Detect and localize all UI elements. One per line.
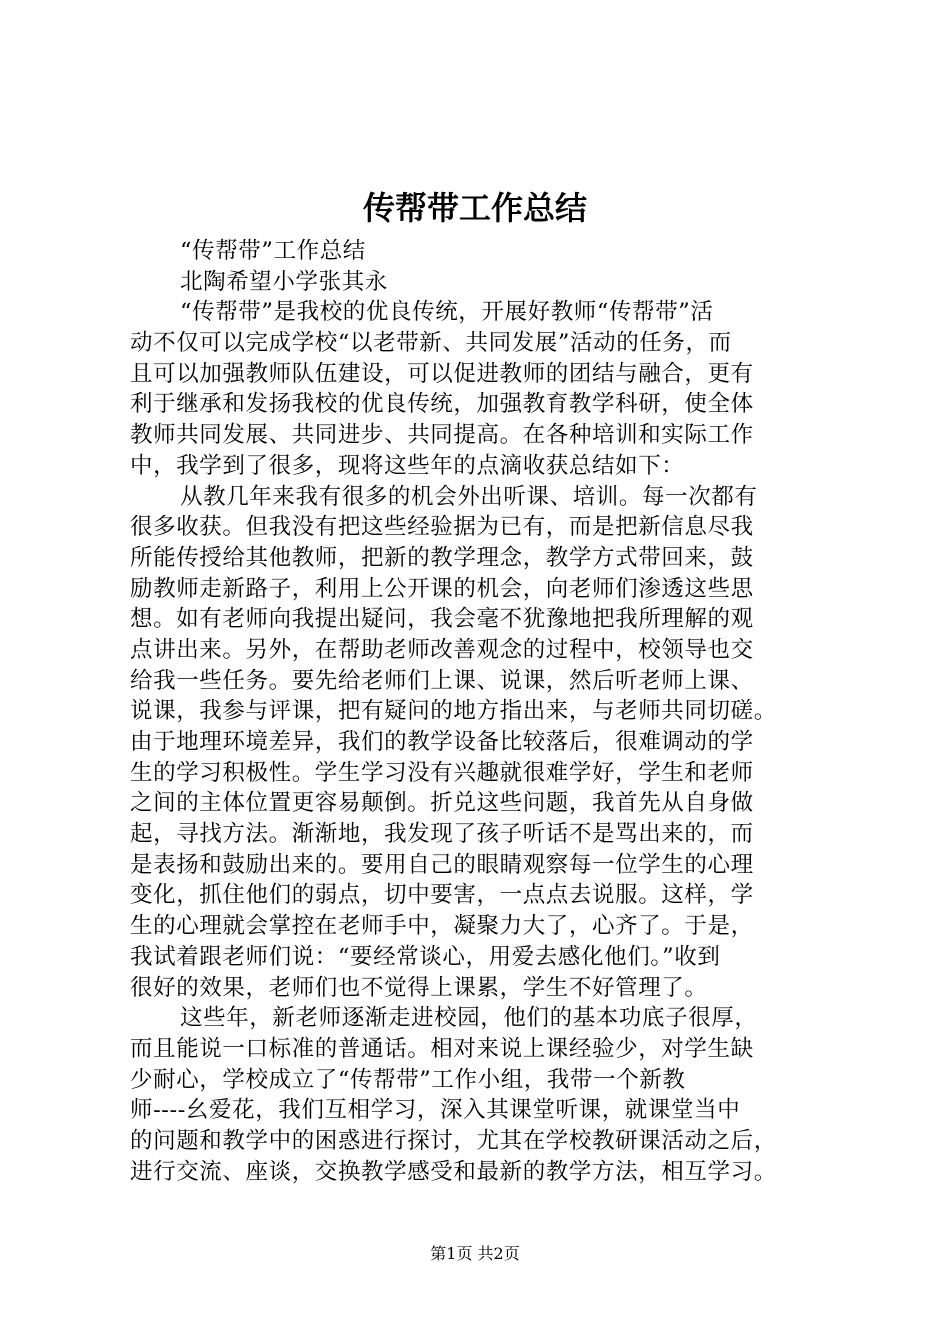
text-line: 师----幺爱花，我们互相学习，深入其课堂听课，就课堂当中 xyxy=(130,1097,741,1124)
document-body xyxy=(130,236,832,1187)
page-footer: 第1页 共2页 xyxy=(430,1244,520,1263)
text-line: 很多收获。但我没有把这些经验据为已有，而是把新信息尽我 xyxy=(130,514,754,541)
text-line: 中，我学到了很多，现将这些年的点滴收获总结如下： xyxy=(130,452,685,479)
text-line: 想。如有老师向我提出疑问，我会毫不犹豫地把我所理解的观 xyxy=(130,606,754,633)
text-line: 少耐心，学校成立了“传帮带”工作小组，我带一个新教 xyxy=(130,1066,686,1093)
text-line: “传帮带”工作总结 xyxy=(180,238,366,264)
text-line: 我试着跟老师们说：“要经常谈心，用爱去感化他们。”收到 xyxy=(130,943,721,970)
text-line: 是表扬和鼓励出来的。要用自己的眼睛观察每一位学生的心理 xyxy=(130,851,754,878)
text-line: “传帮带”是我校的优良传统，开展好教师“传帮带”活 xyxy=(180,299,714,326)
text-line: 动不仅可以完成学校“以老带新、共同发展”活动的任务，而 xyxy=(130,330,732,357)
text-line: 这些年，新老师逐渐走进校园，他们的基本功底子很厚， xyxy=(180,1005,758,1032)
text-line: 起，寻找方法。渐渐地，我发现了孩子听话不是骂出来的，而 xyxy=(130,821,754,848)
document-title: 传帮带工作总结 xyxy=(362,189,587,227)
text-line: 利于继承和发扬我校的优良传统，加强教育教学科研，使全体 xyxy=(130,391,754,418)
text-line: 很好的效果，老师们也不觉得上课累，学生不好管理了。 xyxy=(130,974,708,1001)
text-line: 励教师走新路子，利用上公开课的机会，向老师们渗透这些思 xyxy=(130,575,754,602)
text-line: 且可以加强教师队伍建设，可以促进教师的团结与融合，更有 xyxy=(130,360,754,387)
text-line: 变化，抓住他们的弱点，切中要害，一点点去说服。这样，学 xyxy=(130,882,754,909)
text-line: 生的心理就会掌控在老师手中，凝聚力大了，心齐了。于是， xyxy=(130,913,754,940)
text-line: 生的学习积极性。学生学习没有兴趣就很难学好，学生和老师 xyxy=(130,759,754,786)
text-line: 而且能说一口标准的普通话。相对来说上课经验少，对学生缺 xyxy=(130,1035,754,1062)
text-line: 的问题和教学中的困惑进行探讨，尤其在学校教研课活动之后， xyxy=(130,1127,777,1154)
text-line: 从教几年来我有很多的机会外出听课、培训。每一次都有 xyxy=(180,483,758,510)
text-line: 北陶希望小学张其永 xyxy=(180,268,388,295)
text-line: 教师共同发展、共同进步、共同提高。在各种培训和实际工作 xyxy=(130,422,754,449)
text-line: 给我一些任务。要先给老师们上课、说课，然后听老师上课、 xyxy=(130,667,754,694)
text-line: 由于地理环境差异，我们的教学设备比较落后，很难调动的学 xyxy=(130,729,754,755)
text-line: 之间的主体位置更容易颠倒。折兑这些问题，我首先从自身做 xyxy=(130,790,754,817)
text-line: 点讲出来。另外，在帮助老师改善观念的过程中，校领导也交 xyxy=(130,636,754,663)
text-line: 说课，我参与评课，把有疑问的地方指出来，与老师共同切磋。 xyxy=(130,698,777,725)
text-line: 所能传授给其他教师，把新的教学理念，教学方式带回来，鼓 xyxy=(130,544,754,571)
text-line: 进行交流、座谈，交换教学感受和最新的教学方法，相互学习。 xyxy=(130,1158,777,1185)
